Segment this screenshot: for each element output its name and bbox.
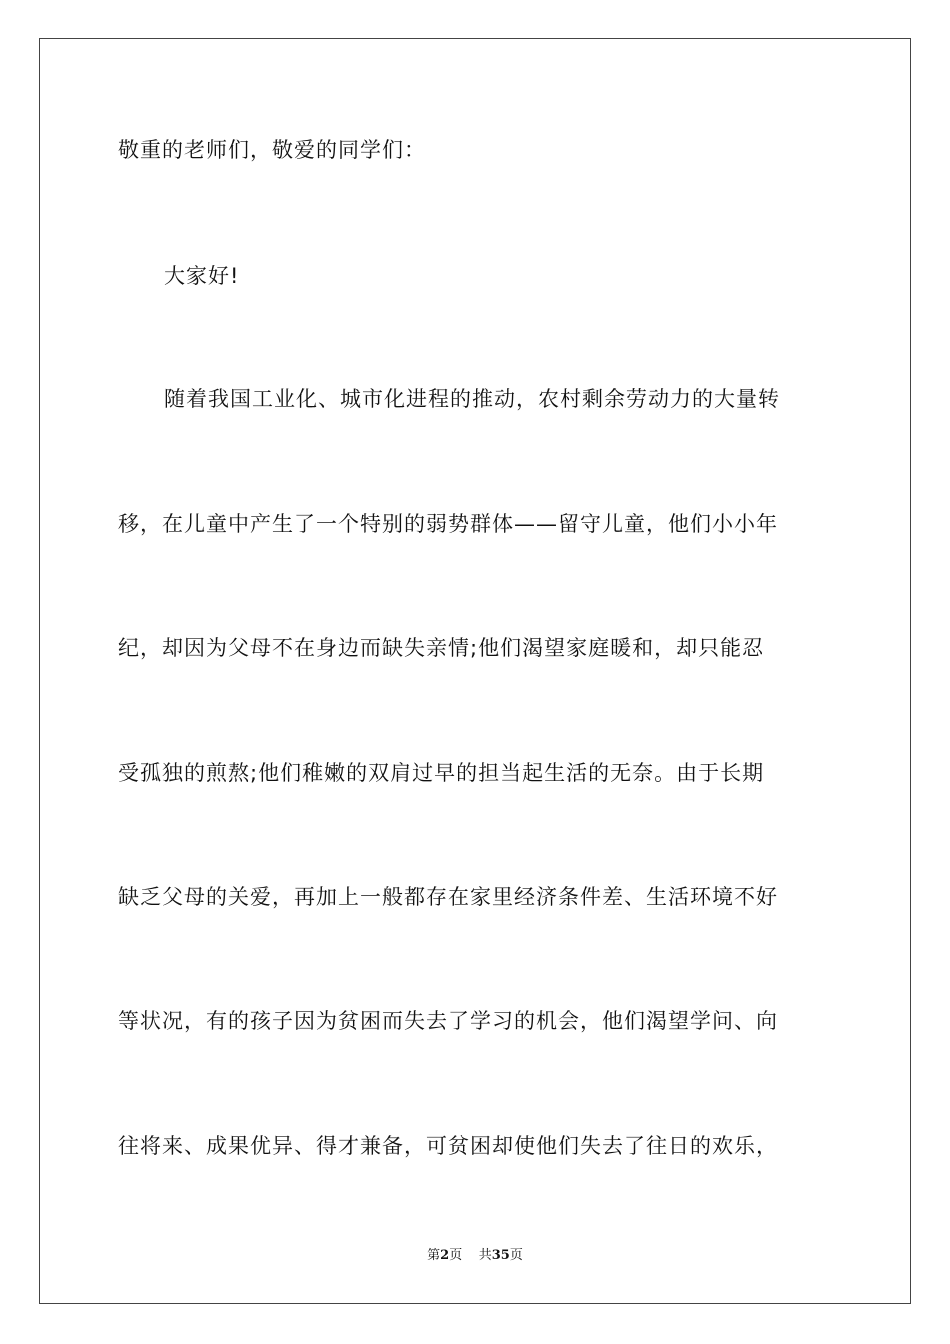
page-suffix: 页 bbox=[449, 1248, 463, 1263]
salutation-line: 大家好! bbox=[164, 264, 240, 288]
total-suffix: 页 bbox=[509, 1248, 523, 1263]
total-pages: 35 bbox=[491, 1248, 510, 1263]
body-line-2: 移，在儿童中产生了一个特别的弱势群体——留守儿童，他们小小年 bbox=[118, 512, 778, 536]
page-prefix: 第 bbox=[427, 1248, 441, 1263]
body-line-4: 受孤独的煎熬;他们稚嫩的双肩过早的担当起生活的无奈。由于长期 bbox=[118, 761, 765, 785]
body-line-6: 等状况，有的孩子因为贫困而失去了学习的机会，他们渴望学问、向 bbox=[118, 1009, 778, 1033]
body-line-5: 缺乏父母的关爱，再加上一般都存在家里经济条件差、生活环境不好 bbox=[118, 885, 778, 909]
page-frame bbox=[39, 38, 911, 1304]
page-footer bbox=[0, 1247, 950, 1265]
body-line-1: 随着我国工业化、城市化进程的推动，农村剩余劳动力的大量转 bbox=[164, 387, 780, 411]
total-prefix: 共 bbox=[478, 1248, 492, 1263]
body-line-7: 往将来、成果优异、得才兼备，可贫困却使他们失去了往日的欢乐， bbox=[118, 1134, 778, 1158]
greeting-line: 敬重的老师们，敬爱的同学们： bbox=[118, 138, 426, 162]
body-line-3: 纪，却因为父母不在身边而缺失亲情;他们渴望家庭暖和，却只能忍 bbox=[118, 636, 765, 660]
page-number: 2 bbox=[440, 1248, 450, 1263]
